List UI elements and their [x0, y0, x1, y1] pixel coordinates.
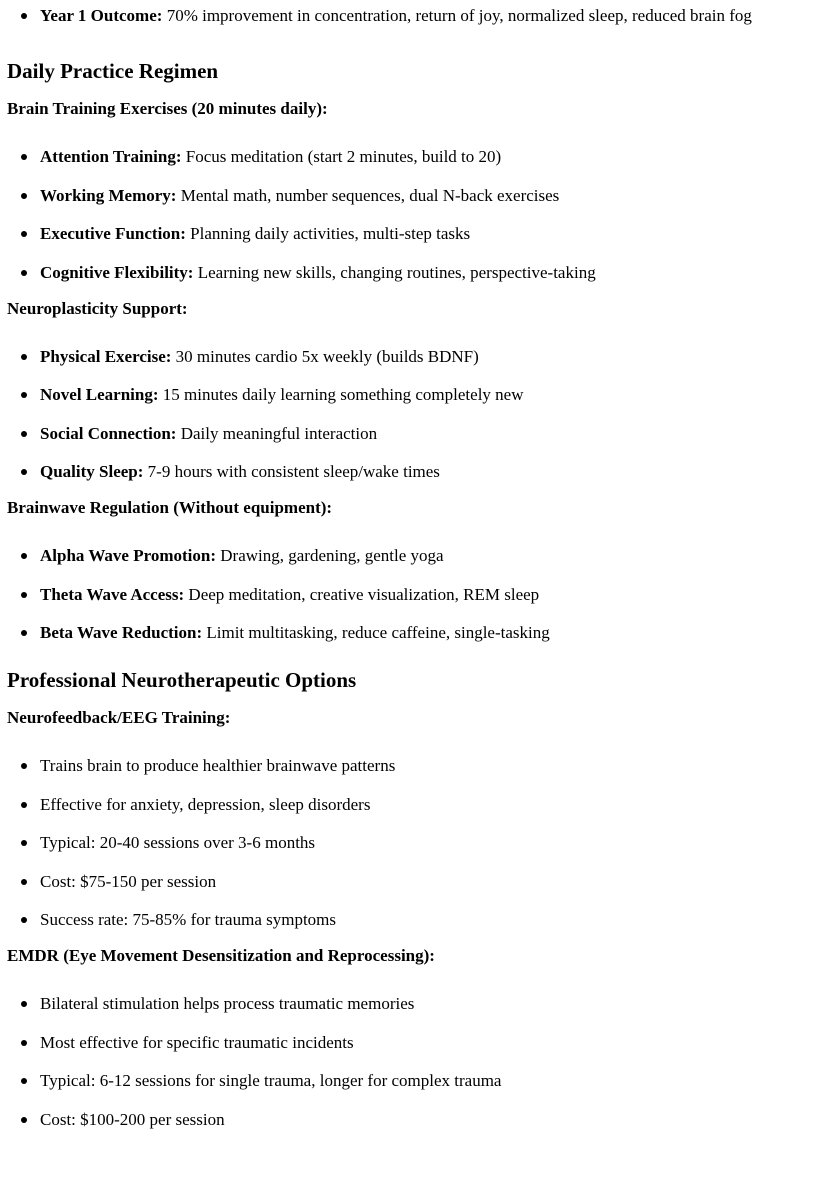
- list-item: [0, 462, 840, 482]
- list-item: [0, 424, 840, 444]
- list-item: [0, 623, 840, 643]
- item-text: Drawing, gardening, gentle yoga: [216, 546, 444, 565]
- item-text: Daily meaningful interaction: [176, 423, 378, 443]
- brain-training-list: [0, 147, 840, 283]
- item-text: 7-9 hours with consistent sleep/wake times: [143, 462, 440, 481]
- item-label: Theta Wave Access:: [40, 584, 185, 604]
- list-item: [0, 263, 840, 283]
- list-item: [0, 6, 840, 26]
- list-item: Effective for anxiety, depression, sleep disorders: [0, 795, 840, 815]
- brainwave-list: [0, 546, 840, 643]
- item-label: Beta Wave Reduction:: [40, 623, 203, 642]
- item-text: 15 minutes daily learning something completely new: [158, 385, 524, 404]
- subheading-emdr: EMDR (Eye Movement Desensitization and Reprocessing):: [7, 946, 435, 965]
- emdr-list: [0, 994, 840, 1130]
- subheading-brain-training: Brain Training Exercises (20 minutes daily):: [7, 99, 328, 118]
- section-heading-daily: Daily Practice Regimen: [7, 59, 219, 83]
- item-text: Limit multitasking, reduce caffeine, single-tasking: [202, 623, 550, 642]
- list-item: [0, 347, 840, 367]
- list-item: Bilateral stimulation helps process traumatic memories: [0, 994, 840, 1014]
- item-text: Mental math, number sequences, dual N-back exercises: [176, 185, 560, 205]
- item-label: Attention Training:: [40, 147, 182, 166]
- subheading-neurofeedback: Neurofeedback/EEG Training:: [7, 708, 231, 727]
- list-item: Typical: 20-40 sessions over 3-6 months: [0, 833, 840, 853]
- subheading-brainwave: Brainwave Regulation (Without equipment):: [7, 498, 333, 517]
- section-heading-professional: Professional Neurotherapeutic Options: [7, 668, 357, 692]
- list-item: Trains brain to produce healthier brainwave patterns: [0, 756, 840, 776]
- item-text: 70% improvement in concentration, return of joy, normalized sleep, reduced brain fog: [162, 6, 752, 25]
- item-text: Deep meditation, creative visualization, REM sleep: [184, 584, 540, 604]
- item-label: Quality Sleep:: [40, 462, 144, 481]
- item-text: Learning new skills, changing routines, perspective-taking: [193, 262, 596, 282]
- item-label: Novel Learning:: [40, 385, 159, 404]
- neurofeedback-list: [0, 756, 840, 930]
- intro-list: [0, 6, 840, 26]
- item-label: Working Memory:: [40, 185, 177, 205]
- list-item: Success rate: 75-85% for trauma symptoms: [0, 910, 840, 930]
- list-item: [0, 186, 840, 206]
- list-item: [0, 546, 840, 566]
- item-text: Planning daily activities, multi-step tasks: [185, 224, 471, 243]
- list-item: [0, 224, 840, 244]
- list-item: [0, 585, 840, 605]
- item-label: Physical Exercise:: [40, 346, 172, 366]
- list-item: Typical: 6-12 sessions for single trauma, longer for complex trauma: [0, 1071, 840, 1091]
- item-text: 30 minutes cardio 5x weekly (builds BDNF): [171, 346, 479, 366]
- list-item: [0, 385, 840, 405]
- list-item: Cost: $100-200 per session: [0, 1110, 840, 1130]
- item-label: Cognitive Flexibility:: [40, 262, 194, 282]
- list-item: Most effective for specific traumatic incidents: [0, 1033, 840, 1053]
- list-item: [0, 147, 840, 167]
- item-label: Executive Function:: [40, 224, 186, 243]
- subheading-neuroplasticity: Neuroplasticity Support:: [7, 298, 188, 318]
- item-label: Social Connection:: [40, 423, 177, 443]
- item-text: Focus meditation (start 2 minutes, build to 20): [181, 147, 502, 166]
- item-label: Alpha Wave Promotion:: [40, 546, 216, 565]
- neuroplasticity-list: [0, 347, 840, 483]
- list-item: Cost: $75-150 per session: [0, 872, 840, 892]
- item-label: Year 1 Outcome:: [40, 6, 163, 25]
